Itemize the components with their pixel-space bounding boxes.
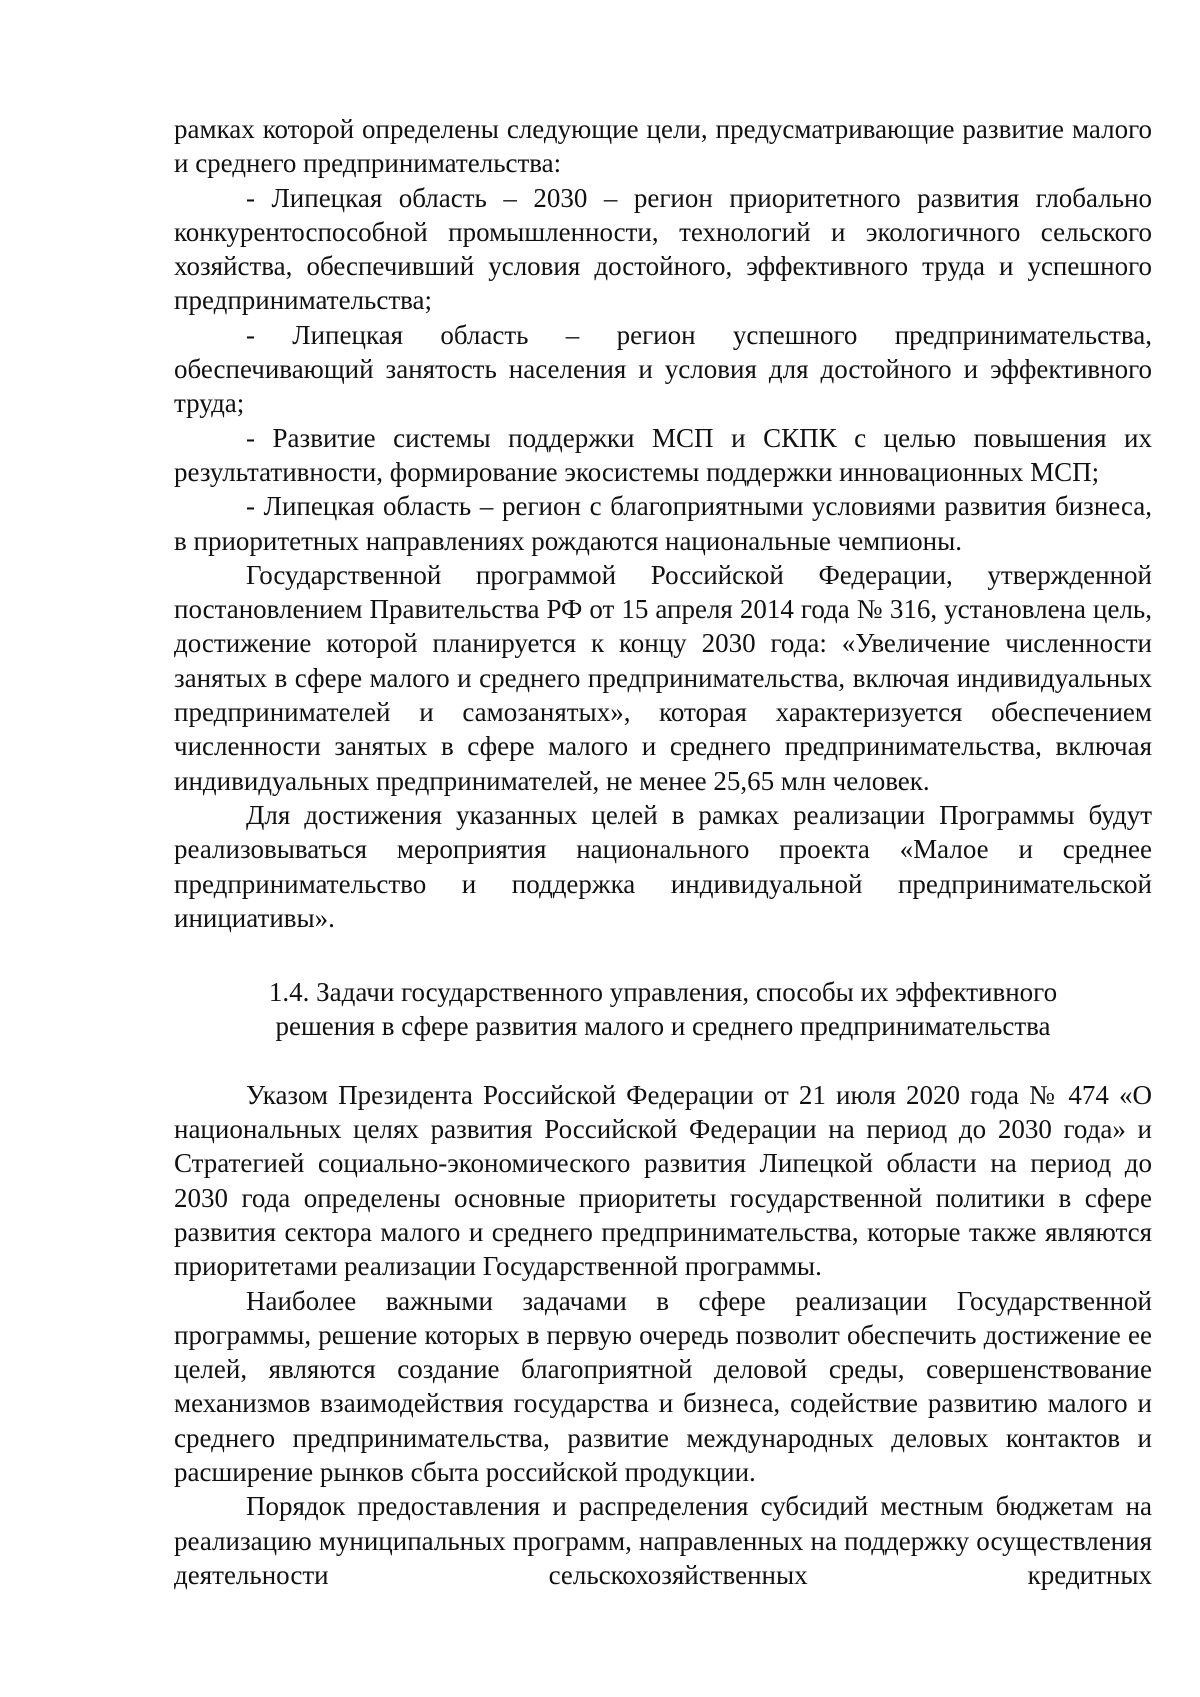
paragraph-continuation: рамках которой определены следующие цели, предусматривающие развитие малого и среднего предпринимательства: [174, 114, 1152, 179]
goal-item-1: - Липецкая область – 2030 – регион приоритетного развития глобально конкурентоспособной промышленности, технологий и экологичного сельского хозяйства, обеспечивший условия достойного, эффективного труда и успешного предпринимательства; [174, 182, 1152, 316]
paragraph-key-tasks: Наиболее важными задачами в сфере реализации Государственной программы, решение которых в первую очередь позволит обеспечить достижение ее целей, являются создание благоприятной деловой среды, совершенствование механизмов взаимодействия государства и бизнеса, содействие развитию малого и среднего предпринимательства, развитие международных деловых контактов и расширение рынков сбыта российской продукции. [174, 1285, 1152, 1487]
paragraph-subsidies: Порядок предоставления и распределения субсидий местным бюджетам на реализацию муниципальных программ, направленных на поддержку осуществления деятельности сельскохозяйственных кредитных [174, 1491, 1152, 1590]
paragraph-presidential-decree: Указом Президента Российской Федерации от 21 июля 2020 года № 474 «О национальных целях развития Российской Федерации на период до 2030 года» и Стратегией социально-экономического развития Липецкой области на период до 2030 года определены основные приоритеты государственной политики в сфере развития сектора малого и среднего предпринимательства, которые также являются приоритетами реализации Государственной программы. [174, 1079, 1152, 1282]
document-page [174, 112, 1152, 1592]
paragraph-federal-program: Государственной программой Российской Федерации, утвержденной постановлением Правительства РФ от 15 апреля 2014 года № 316, установлена цель, достижение которой планируется к концу 2030 года: «Увеличение численности занятых в сфере малого и среднего предпринимательства, включая индивидуальных предпринимателей и самозанятых», которая характеризуется обеспечением численности занятых в сфере малого и среднего предпринимательства, включая индивидуальных предпринимателей, не менее 25,65 млн человек. [174, 559, 1152, 796]
section-heading: 1.4. Задачи государственного управления, способы их эффективного решения в сфере развития малого и среднего предпринимательства [268, 977, 1058, 1042]
section-spacer-bottom [174, 1044, 1152, 1078]
paragraph-national-project: Для достижения указанных целей в рамках реализации Программы будут реализовываться мероприятия национального проекта «Малое и среднее предпринимательство и поддержка индивидуальной предпринимательской инициативы». [174, 799, 1152, 933]
section-spacer-top [174, 935, 1152, 975]
goal-item-2: - Липецкая область – регион успешного предпринимательства, обеспечивающий занятость населения и условия для достойного и эффективного труда; [174, 319, 1152, 419]
goal-item-4: - Липецкая область – регион с благоприятными условиями развития бизнеса, в приоритетных направлениях рождаются национальные чемпионы. [174, 491, 1152, 556]
goal-item-3: - Развитие системы поддержки МСП и СКПК с целью повышения их результативности, формирование экосистемы поддержки инновационных МСП; [174, 422, 1152, 487]
